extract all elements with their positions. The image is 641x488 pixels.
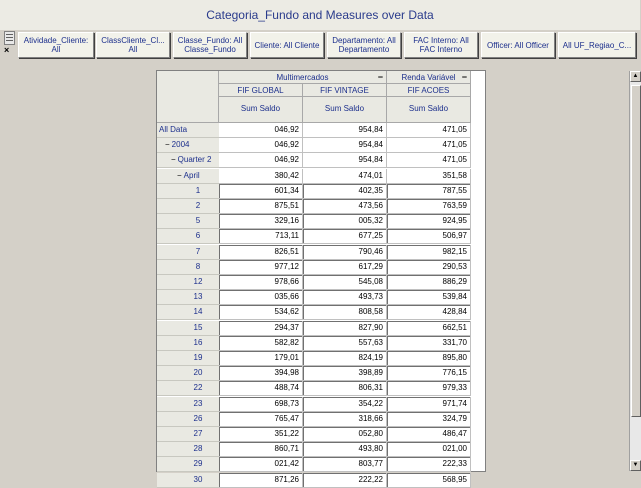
row-label: 5 [195, 216, 201, 225]
row-label: 12 [193, 277, 203, 286]
row-header[interactable] [157, 381, 219, 396]
filter-value: Departamento [338, 45, 390, 54]
row-header[interactable] [157, 366, 219, 381]
row-label: 26 [193, 414, 203, 423]
data-cell[interactable]: 954,84 [303, 123, 387, 138]
data-cell[interactable]: 052,80 [303, 427, 387, 442]
data-cell[interactable]: 776,15 [387, 366, 471, 381]
corner-cell [157, 71, 219, 123]
data-cell[interactable]: 486,47 [387, 427, 471, 442]
data-cell[interactable]: 713,11 [219, 229, 303, 244]
row-label: 6 [195, 231, 201, 240]
column-group-header[interactable] [219, 71, 387, 84]
data-cell[interactable]: 827,90 [303, 321, 387, 336]
column-header[interactable]: FIF VINTAGE [303, 84, 387, 97]
column-group-label: Multimercados [276, 73, 329, 82]
filter-label: Cliente: All Cliente [254, 40, 320, 50]
row-header[interactable] [157, 184, 219, 199]
data-cell[interactable]: 488,74 [219, 381, 303, 396]
row-label: 19 [193, 353, 203, 362]
data-cell[interactable]: 021,42 [219, 457, 303, 472]
data-cell[interactable]: 808,58 [303, 305, 387, 320]
arrow-down-icon[interactable]: ▼ [630, 460, 641, 471]
row-label: 14 [193, 307, 203, 316]
data-cell[interactable]: 179,01 [219, 351, 303, 366]
filter-button[interactable] [18, 32, 94, 58]
scrollbar-thumb[interactable] [631, 85, 641, 417]
data-cell[interactable]: 977,12 [219, 260, 303, 275]
column-group-header[interactable] [387, 71, 471, 84]
data-cell[interactable]: 971,74 [387, 397, 471, 412]
data-cell[interactable]: 924,95 [387, 214, 471, 229]
column-header[interactable]: FIF ACOES [387, 84, 471, 97]
filter-value: All [128, 45, 138, 54]
data-cell[interactable]: 351,58 [387, 169, 471, 184]
filter-button[interactable] [96, 32, 170, 58]
drag-handle-icon[interactable] [4, 31, 15, 45]
row-label: 22 [193, 383, 203, 392]
data-cell[interactable]: 978,66 [219, 275, 303, 290]
data-cell[interactable]: 763,59 [387, 199, 471, 214]
row-header[interactable] [157, 123, 219, 138]
data-cell[interactable]: 790,46 [303, 245, 387, 260]
data-cell[interactable]: 557,63 [303, 336, 387, 351]
data-cell[interactable]: 506,97 [387, 229, 471, 244]
row-label: 16 [193, 338, 203, 347]
data-cell[interactable]: 803,77 [303, 457, 387, 472]
row-header[interactable] [157, 442, 219, 457]
data-cell[interactable]: 473,56 [303, 199, 387, 214]
filter-label: ClassCliente_Cl... [101, 36, 165, 45]
row-label: 27 [193, 429, 203, 438]
data-cell[interactable]: 545,08 [303, 275, 387, 290]
row-header[interactable] [157, 321, 219, 336]
data-cell[interactable]: 826,51 [219, 245, 303, 260]
column-group-label: Renda Variável [401, 73, 456, 82]
filter-label: Classe_Fundo: All [177, 36, 243, 45]
row-label: 8 [195, 262, 201, 271]
arrow-up-icon[interactable]: ▲ [630, 71, 641, 82]
filter-value: Classe_Fundo [184, 45, 236, 54]
measure-header: Sum Saldo [387, 97, 471, 123]
data-cell[interactable]: 290,53 [387, 260, 471, 275]
data-cell[interactable]: 875,51 [219, 199, 303, 214]
data-cell[interactable]: 324,79 [387, 412, 471, 427]
data-cell[interactable]: 824,19 [303, 351, 387, 366]
data-cell[interactable]: 582,82 [219, 336, 303, 351]
data-cell[interactable]: 380,42 [219, 169, 303, 184]
data-cell[interactable]: 428,84 [387, 305, 471, 320]
data-cell[interactable]: 871,26 [219, 473, 303, 488]
data-cell[interactable]: 329,16 [219, 214, 303, 229]
data-cell[interactable]: 035,66 [219, 290, 303, 305]
data-cell[interactable]: 046,92 [219, 138, 303, 153]
collapse-icon[interactable]: − [165, 140, 170, 149]
data-cell[interactable]: 351,22 [219, 427, 303, 442]
data-cell[interactable]: 471,05 [387, 123, 471, 138]
data-cell[interactable]: 662,51 [387, 321, 471, 336]
collapse-icon[interactable]: − [171, 155, 176, 164]
collapse-icon[interactable]: − [461, 72, 467, 82]
filter-button[interactable] [558, 32, 636, 58]
filter-bar-controls [3, 30, 15, 58]
row-header[interactable] [157, 412, 219, 427]
data-cell[interactable]: 982,15 [387, 245, 471, 260]
data-cell[interactable]: 474,01 [303, 169, 387, 184]
data-cell[interactable]: 539,84 [387, 290, 471, 305]
row-header[interactable] [157, 229, 219, 244]
row-header[interactable] [157, 169, 219, 184]
data-cell[interactable]: 698,73 [219, 397, 303, 412]
data-cell[interactable]: 402,35 [303, 184, 387, 199]
row-header[interactable] [157, 457, 219, 472]
measure-header: Sum Saldo [303, 97, 387, 123]
row-header[interactable] [157, 138, 219, 153]
data-cell[interactable]: 677,25 [303, 229, 387, 244]
row-label: 2 [195, 201, 201, 210]
row-header[interactable] [157, 275, 219, 290]
row-header[interactable] [157, 336, 219, 351]
filter-button[interactable] [481, 32, 555, 58]
filter-value: All [51, 45, 61, 54]
filter-bar [0, 30, 640, 62]
row-label: 28 [193, 444, 203, 453]
data-cell[interactable]: 222,33 [387, 457, 471, 472]
data-cell[interactable]: 954,84 [303, 153, 387, 168]
row-label: 20 [193, 368, 203, 377]
filter-label: All UF_Regiao_C... [562, 40, 632, 50]
data-cell[interactable]: 493,80 [303, 442, 387, 457]
filter-button[interactable] [250, 32, 324, 58]
row-label: 23 [193, 399, 203, 408]
data-cell[interactable]: 398,89 [303, 366, 387, 381]
row-label: April [183, 171, 200, 180]
filter-label: Atividade_Cliente: [23, 36, 89, 45]
row-header[interactable] [157, 397, 219, 412]
row-label: All Data [159, 125, 188, 134]
collapse-icon[interactable]: − [177, 171, 182, 180]
data-cell[interactable]: 617,29 [303, 260, 387, 275]
row-header[interactable] [157, 199, 219, 214]
row-label: 7 [195, 247, 201, 256]
row-label: 13 [193, 292, 203, 301]
row-header[interactable] [157, 260, 219, 275]
filter-label: Departamento: All [332, 36, 396, 45]
measure-header: Sum Saldo [219, 97, 303, 123]
row-label: 30 [193, 475, 203, 484]
column-header[interactable]: FIF GLOBAL [219, 84, 303, 97]
data-cell[interactable]: 806,31 [303, 381, 387, 396]
data-cell[interactable]: 318,66 [303, 412, 387, 427]
data-cell[interactable]: 331,70 [387, 336, 471, 351]
row-label: Quarter 2 [177, 155, 212, 164]
filter-label: Officer: All Officer [487, 40, 549, 50]
filter-button[interactable] [404, 32, 478, 58]
filter-button[interactable] [327, 32, 401, 58]
row-header[interactable] [157, 305, 219, 320]
row-label: 15 [193, 323, 203, 332]
row-header[interactable] [157, 214, 219, 229]
filter-value: FAC Interno [419, 45, 463, 54]
row-label: 1 [195, 186, 201, 195]
row-label: 2004 [171, 140, 190, 149]
row-header[interactable] [157, 290, 219, 305]
data-cell[interactable]: 886,29 [387, 275, 471, 290]
row-header[interactable] [157, 351, 219, 366]
data-cell[interactable]: 765,47 [219, 412, 303, 427]
close-icon[interactable]: × [4, 45, 10, 55]
filter-label: FAC Interno: All [413, 36, 469, 45]
filter-button[interactable] [173, 32, 247, 58]
data-cell[interactable]: 979,33 [387, 381, 471, 396]
data-cell[interactable]: 601,34 [219, 184, 303, 199]
data-cell[interactable]: 860,71 [219, 442, 303, 457]
data-cell[interactable]: 471,05 [387, 153, 471, 168]
row-header[interactable] [157, 153, 219, 168]
vertical-scrollbar[interactable] [629, 71, 641, 471]
data-cell[interactable]: 493,73 [303, 290, 387, 305]
data-cell[interactable]: 534,62 [219, 305, 303, 320]
row-header[interactable] [157, 427, 219, 442]
data-cell[interactable]: 471,05 [387, 138, 471, 153]
pivot-grid [156, 70, 639, 484]
row-header[interactable] [157, 473, 219, 488]
data-cell[interactable]: 394,98 [219, 366, 303, 381]
row-header[interactable] [157, 245, 219, 260]
window-title: Categoria_Fundo and Measures over Data [0, 0, 640, 31]
data-cell[interactable]: 354,22 [303, 397, 387, 412]
data-cell[interactable]: 222,22 [303, 473, 387, 488]
data-cell[interactable]: 046,92 [219, 123, 303, 138]
data-cell[interactable]: 568,95 [387, 473, 471, 488]
data-cell[interactable]: 954,84 [303, 138, 387, 153]
data-cell[interactable]: 895,80 [387, 351, 471, 366]
data-cell[interactable]: 005,32 [303, 214, 387, 229]
data-cell[interactable]: 046,92 [219, 153, 303, 168]
data-cell[interactable]: 787,55 [387, 184, 471, 199]
row-label: 29 [193, 459, 203, 468]
data-cell[interactable]: 294,37 [219, 321, 303, 336]
collapse-icon[interactable]: − [377, 72, 383, 82]
data-cell[interactable]: 021,00 [387, 442, 471, 457]
